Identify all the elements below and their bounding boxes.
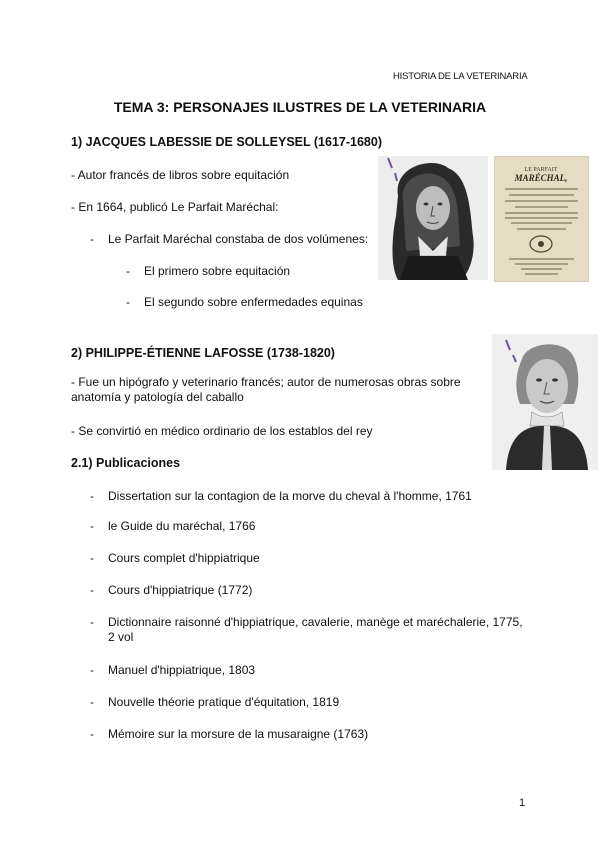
bullet-dash: - [90,695,94,709]
publication-item [90,663,255,677]
section2-paragraph-1-line-2: anatomía y patología del caballo [71,390,244,404]
bullet-dash: - [90,551,94,565]
bullet-dash: - [90,519,94,533]
publication-item [90,695,339,709]
publication-item [90,583,252,597]
sub-sub-item-text: El segundo sobre enfermedades equinas [144,295,363,309]
bullet-dash: - [90,615,94,629]
page-title: TEMA 3: PERSONAJES ILUSTRES DE LA VETERINARIA [113,99,487,115]
publication-text: Cours d'hippiatrique (1772) [108,583,253,597]
bullet-dash: - [126,264,130,278]
publication-text: le Guide du maréchal, 1766 [108,519,256,533]
publication-item [90,615,530,644]
book-title-line-2: MARÉCHAL, [514,173,568,183]
section1-line-2: - En 1664, publicó Le Parfait Maréchal: [71,200,279,214]
sub-sub-item-text: El primero sobre equitación [144,264,291,278]
publication-item [90,551,260,565]
lafosse-portrait-image [492,334,598,470]
section2-heading: 2) PHILIPPE-ÉTIENNE LAFOSSE (1738-1820) [71,346,335,360]
bullet-dash: - [126,295,130,309]
publication-text: Dictionnaire raisonné d'hippiatrique, cavalerie, manège et maréchalerie, 1775, [108,615,523,629]
section2-paragraph-1-line-1: - Fue un hipógrafo y veterinario francés; autor de numerosas obras sobre [71,375,461,389]
publication-text: Cours complet d'hippiatrique [108,551,260,565]
bullet-dash: - [90,583,94,597]
section1-heading: 1) JACQUES LABESSIE DE SOLLEYSEL (1617-1680) [71,135,382,149]
sub-item-text: Le Parfait Maréchal constaba de dos volúmenes: [108,232,369,246]
publication-continuation: 2 vol [108,630,134,644]
publication-text: Manuel d'hippiatrique, 1803 [108,663,256,677]
section1-sub-item [90,232,368,246]
bullet-dash: - [90,663,94,677]
section1-line-1: - Autor francés de libros sobre equitación [71,168,290,182]
publication-item [90,489,472,503]
le-parfait-marechal-book-cover [494,156,589,282]
course-header: HISTORIA DE LA VETERINARIA [393,71,528,82]
publications-subheading: 2.1) Publicaciones [71,456,181,470]
bullet-dash: - [90,489,94,503]
publication-item [90,727,368,741]
page-number: 1 [519,797,526,809]
bullet-dash: - [90,727,94,741]
publication-text: Dissertation sur la contagion de la morve du cheval à l'homme, 1761 [108,489,472,503]
book-title-line-1: LE PARFAIT [524,167,558,173]
section1-sub-sub-item-2 [126,295,363,309]
publication-text: Nouvelle théorie pratique d'équitation, 1819 [108,695,340,709]
bullet-dash: - [90,232,94,246]
publication-item [90,519,255,533]
section2-paragraph-1 [71,375,484,405]
publication-text: Mémoire sur la morsure de la musaraigne (1763) [108,727,369,741]
solleysel-portrait-image [378,156,488,280]
section1-sub-sub-item-1 [126,264,290,278]
section2-paragraph-2: - Se convirtió en médico ordinario de los establos del rey [71,424,373,438]
